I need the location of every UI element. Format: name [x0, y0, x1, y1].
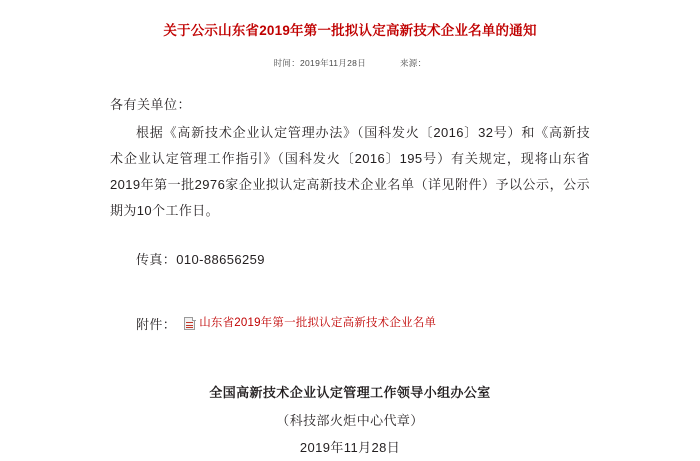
fax-line: 传真：010-88656259 [136, 251, 265, 267]
document-attachment-icon [184, 317, 196, 330]
signature-seal-note: （科技部火炬中心代章） [276, 412, 424, 428]
signature-date: 2019年11月28日 [299, 439, 401, 455]
meta-time-value: 2019年11月28日 [300, 57, 366, 68]
page-title: 关于公示山东省2019年第一批拟认定高新技术企业名单的通知 [163, 23, 537, 38]
meta-source-label: 来源： [400, 57, 427, 68]
signature-organization: 全国高新技术企业认定管理工作领导小组办公室 [209, 385, 491, 401]
attachment-link[interactable]: 山东省2019年第一批拟认定高新技术企业名单 [199, 316, 437, 329]
body-paragraph: 根据《高新技术企业认定管理办法》（国科发火〔2016〕32号）和《高新技术企业认定管理工作指引》（国科发火〔2016〕195号）有关规定，现将山东省2019年第一批2976家企业拟认定高新技术企业名单（详见附件）予以公示，公示期为10个工作日。 [110, 124, 590, 218]
salutation: 各有关单位： [110, 96, 192, 112]
meta-time-label: 时间： [273, 57, 300, 68]
attachment-label: 附件： [136, 317, 177, 333]
document-body [110, 69, 590, 461]
signature-block [110, 379, 590, 461]
document-meta [0, 57, 700, 69]
attachment-row [110, 314, 590, 333]
